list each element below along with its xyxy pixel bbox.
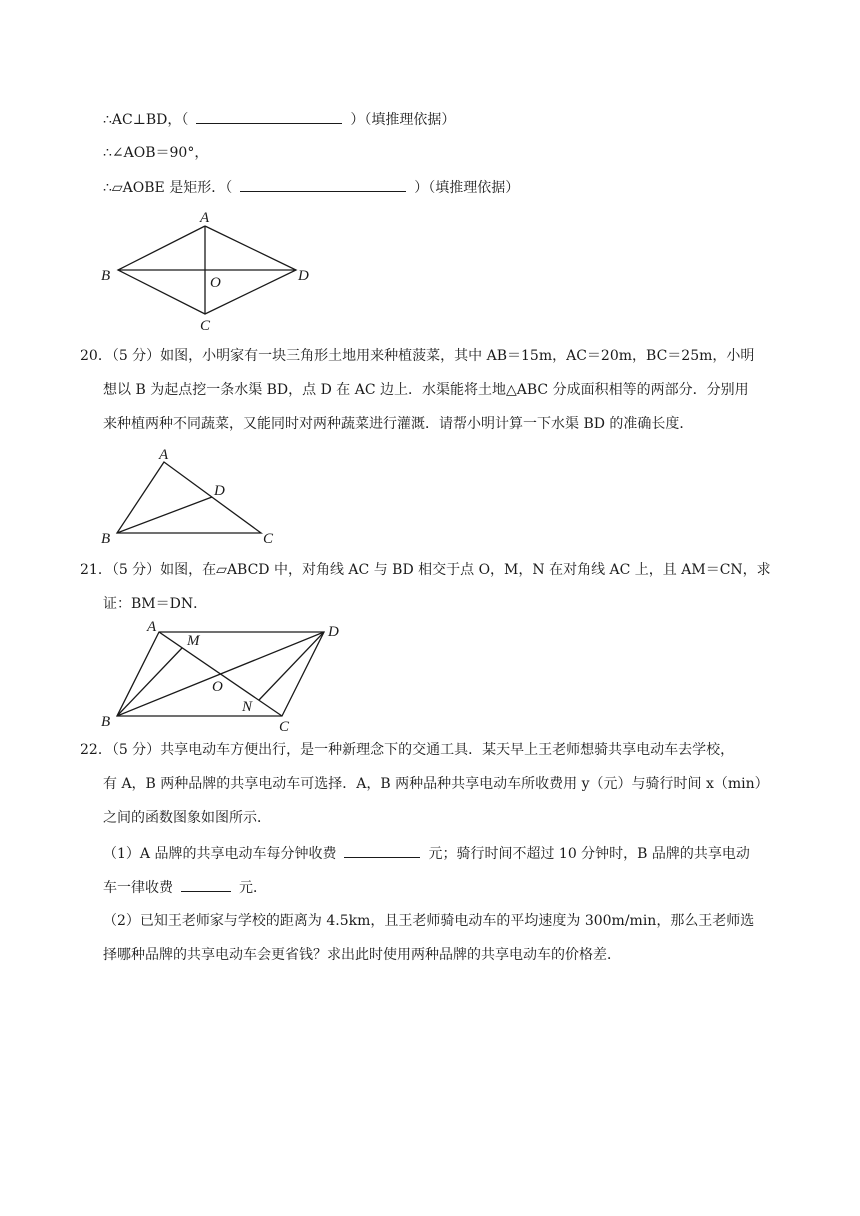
figure-parallelogram	[98, 618, 358, 736]
q22-line2: 有 A，B 两种品牌的共享电动车可选择．A，B 两种品种共享电动车所收费用 y（元）与骑行时间 x（min）	[103, 776, 769, 792]
q20-line2: 想以 B 为起点挖一条水渠 BD，点 D 在 AC 边上．水渠能将土地△ABC 分成面积相等的两部分．分别用	[103, 382, 749, 398]
proof-line-angle: ∴∠AOB＝90°，	[103, 145, 209, 161]
label-m: M	[187, 633, 200, 649]
q22-line1: 22．（5 分）共享电动车方便出行，是一种新理念下的交通工具．某天早上王老师想骑共享电动车去学校，	[80, 742, 735, 758]
label-o: O	[212, 679, 223, 695]
label-o: O	[210, 275, 221, 291]
q22-line3: 之间的函数图象如图所示．	[103, 810, 271, 826]
q20-line1: 20．（5 分）如图，小明家有一块三角形土地用来种植菠菜，其中 AB＝15m，AC＝20m，BC＝25m，小明	[80, 348, 755, 364]
q22-part2-line1: （2）已知王老师家与学校的距离为 4.5km，且王老师骑电动车的平均速度为 300m/min，那么王老师选	[103, 913, 755, 929]
label-b: B	[101, 268, 111, 284]
label-d: D	[328, 624, 339, 640]
answer-blank-3[interactable]	[344, 843, 420, 858]
label-a: A	[147, 619, 157, 635]
proof-line1-prefix: ∴AC⊥BD，（	[103, 112, 189, 128]
q22-part1b-suffix: 元．	[239, 880, 267, 896]
proof-line1-suffix: ）（填推理依据）	[350, 112, 456, 128]
segment-dn	[259, 632, 324, 700]
label-a: A	[159, 447, 169, 463]
q22-part1-mid: 元；骑行时间不超过 10 分钟时，B 品牌的共享电动	[428, 846, 750, 862]
q21-line1: 21．（5 分）如图，在▱ABCD 中，对角线 AC 与 BD 相交于点 O，M，N 在对角线 AC 上，且 AM＝CN，求	[80, 562, 771, 578]
q22-part2-line2: 择哪种品牌的共享电动车会更省钱？求出此时使用两种品牌的共享电动车的价格差．	[103, 947, 621, 963]
answer-blank-2[interactable]	[240, 177, 406, 192]
segment-bm	[117, 648, 182, 716]
proof-line-rectangle	[103, 177, 519, 197]
q20-line3: 来种植两种不同蔬菜，又能同时对两种蔬菜进行灌溉．请帮小明计算一下水渠 BD 的准确长度．	[103, 416, 694, 432]
label-d: D	[298, 268, 309, 284]
proof-line3-prefix: ∴▱AOBE 是矩形．（	[103, 180, 233, 196]
answer-blank-1[interactable]	[196, 109, 342, 124]
diagonal-bd	[117, 632, 324, 716]
label-n: N	[242, 699, 253, 715]
q22-part1	[103, 843, 750, 863]
label-a: A	[200, 210, 210, 226]
label-d: D	[214, 483, 225, 499]
label-c: C	[200, 318, 211, 334]
label-c: C	[279, 719, 290, 735]
label-c: C	[263, 531, 274, 547]
label-b: B	[101, 531, 111, 547]
q22-part1b-prefix: 车一律收费	[103, 880, 173, 896]
proof-line-perpendicular	[103, 109, 455, 129]
q21-line2: 证：BM＝DN．	[103, 596, 208, 612]
triangle-abc	[117, 462, 261, 533]
answer-blank-4[interactable]	[181, 877, 231, 892]
q22-part1-prefix: （1）A 品牌的共享电动车每分钟收费	[103, 846, 337, 862]
figure-triangle	[98, 444, 288, 548]
figure-rhombus	[98, 208, 318, 334]
q22-part1-cont	[103, 877, 267, 897]
canal-bd	[117, 497, 212, 533]
label-b: B	[101, 714, 111, 730]
proof-line3-suffix: ）（填推理依据）	[414, 180, 520, 196]
